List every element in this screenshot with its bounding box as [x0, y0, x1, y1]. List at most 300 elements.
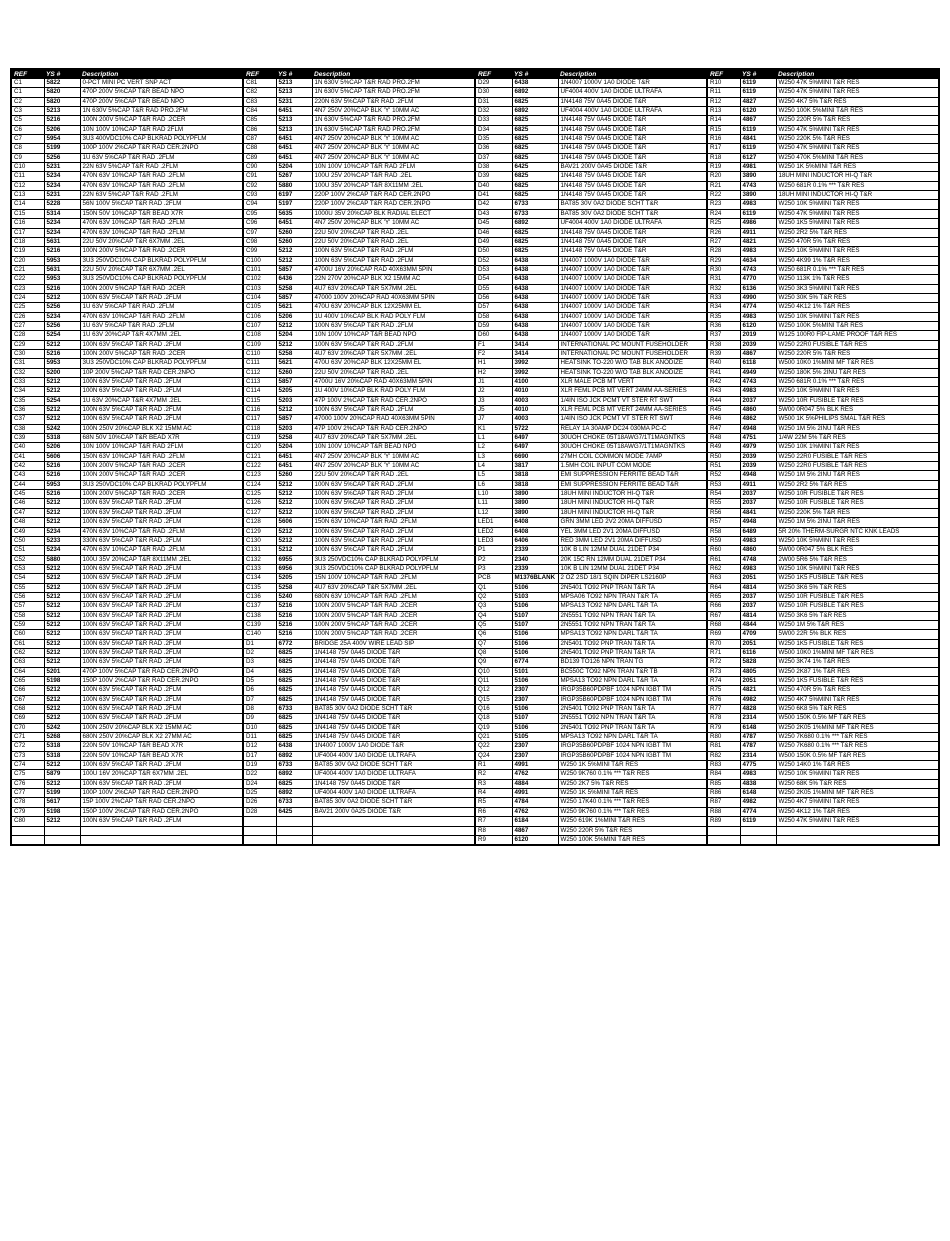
ys-cell: 6825	[512, 125, 558, 134]
ref-cell: C41	[11, 452, 44, 461]
description-cell: 680N 250V 20%CAP BLK X2 27MM AC	[80, 733, 243, 742]
ys-cell: 3818	[512, 471, 558, 480]
ys-cell: 6497	[512, 443, 558, 452]
ref-cell: C37	[11, 415, 44, 424]
ref-cell: C114	[243, 387, 276, 396]
ref-cell: R69	[707, 630, 740, 639]
description-cell: W250 1K 5%MINI T&R RES	[776, 163, 939, 172]
description-cell: 1N4148 75V 0A45 DIODE T&R	[558, 237, 707, 246]
ref-cell: C3	[11, 107, 44, 116]
ref-cell: C57	[11, 602, 44, 611]
ref-cell: C125	[243, 490, 276, 499]
description-cell: 1.5MH COIL INPUT COM MODE	[558, 462, 707, 471]
ys-cell: 5198	[44, 677, 80, 686]
ref-cell: C94	[243, 200, 276, 209]
ys-cell: 5953	[44, 256, 80, 265]
ys-cell: 5216	[44, 462, 80, 471]
description-cell: 100N 63V 5%CAP T&R RAD .2FLM	[80, 695, 243, 704]
ys-cell: 6825	[276, 695, 312, 704]
ref-cell: C87	[243, 135, 276, 144]
ys-cell: 4748	[740, 555, 776, 564]
ref-cell: R46	[707, 415, 740, 424]
ref-cell: R48	[707, 434, 740, 443]
ref-header: REF	[475, 69, 512, 79]
description-cell: IRGP35B60PDPBF 1024 NPN IGBT TM	[558, 686, 707, 695]
ref-cell: C105	[243, 303, 276, 312]
description-cell: 1U 63V 20%CAP T&R 4X7MM .2EL	[80, 331, 243, 340]
ref-cell: R28	[707, 247, 740, 256]
ys-header: YS #	[740, 69, 776, 79]
ys-cell: 4743	[740, 378, 776, 387]
ys-cell: 5212	[44, 639, 80, 648]
table-row	[11, 209, 939, 218]
ys-cell: 2039	[740, 452, 776, 461]
ref-cell: C6	[11, 125, 44, 134]
ys-cell: 2307	[512, 751, 558, 760]
description-cell: 22N 270V 20%CAP BLK X2 15MM AC	[312, 275, 475, 284]
ref-cell: D4	[243, 667, 276, 676]
description-cell: 100N 63V 5%CAP T&R RAD .2FLM	[80, 340, 243, 349]
ref-cell: C67	[11, 695, 44, 704]
ref-cell: LED2	[475, 527, 512, 536]
ref-cell: D36	[475, 144, 512, 153]
ys-cell: 6116	[740, 648, 776, 657]
ys-cell: 5106	[512, 602, 558, 611]
description-cell: 1N4148 75V 0A45 DIODE T&R	[312, 733, 475, 742]
table-row	[11, 79, 939, 88]
description-cell: 27MH COIL COMMON MODE 7AMP	[558, 452, 707, 461]
ref-cell: L1	[475, 434, 512, 443]
description-cell: 1U 400V 10%CAP BLK RAD POLY FLM	[312, 312, 475, 321]
description-cell: W250 10R FUSIBLE T&R RES	[776, 499, 939, 508]
description-cell: 4700U 16V 20%CAP RAD 40X63MM 5PIN	[312, 378, 475, 387]
ref-cell: C98	[243, 237, 276, 246]
ys-cell: 4983	[740, 312, 776, 321]
ref-cell: D55	[475, 284, 512, 293]
ref-cell: C84	[243, 107, 276, 116]
ys-cell: 2340	[512, 555, 558, 564]
description-cell: 100N 63V 5%CAP T&R RAD .2FLM	[80, 592, 243, 601]
ys-cell: 5216	[276, 620, 312, 629]
description-cell: 100N 63V 5%CAP T&R RAD .2FLM	[80, 583, 243, 592]
ref-cell: D2	[243, 648, 276, 657]
ref-cell: R62	[707, 564, 740, 573]
description-cell: 1N4148 75V 0A45 DIODE T&R	[558, 116, 707, 125]
ref-cell: R89	[707, 817, 740, 826]
description-cell: 100N 63V 5%CAP T&R RAD .2FLM	[80, 658, 243, 667]
ys-cell: 6497	[512, 434, 558, 443]
ref-cell: C118	[243, 424, 276, 433]
ref-cell: R54	[707, 490, 740, 499]
ref-cell: R47	[707, 424, 740, 433]
table-row	[11, 723, 939, 732]
description-cell: W250 4K7 5%MINI T&R RES	[776, 695, 939, 704]
ys-cell: 5212	[44, 564, 80, 573]
ys-cell: 5106	[512, 648, 558, 657]
ref-cell: D25	[243, 789, 276, 798]
ref-cell: C100	[243, 256, 276, 265]
ref-cell: R6	[475, 807, 512, 816]
ys-cell: 4805	[740, 667, 776, 676]
ys-cell: 4949	[740, 368, 776, 377]
ref-cell: D60	[475, 331, 512, 340]
description-cell: 22U 50V 20%CAP T&R RAD .2EL	[312, 237, 475, 246]
table-row	[11, 789, 939, 798]
ref-cell: C122	[243, 462, 276, 471]
ys-cell: 6425	[276, 807, 312, 816]
ref-cell: R33	[707, 293, 740, 302]
ys-cell: 6825	[512, 116, 558, 125]
ys-cell: 6425	[512, 163, 558, 172]
ys-cell: 5216	[44, 349, 80, 358]
ys-cell: 4787	[740, 733, 776, 742]
ys-cell: 5105	[512, 733, 558, 742]
ys-cell: 5216	[276, 611, 312, 620]
description-cell: W250 10K 1%MINI T&R RES	[776, 443, 939, 452]
description-cell: 2W00 5R6 5% T&R RES	[776, 555, 939, 564]
ref-cell: C7	[11, 135, 44, 144]
ref-cell: Q4	[475, 611, 512, 620]
ys-cell: 4979	[740, 443, 776, 452]
ys-cell: 4948	[740, 518, 776, 527]
ref-cell: R22	[707, 191, 740, 200]
ys-cell: 5617	[44, 798, 80, 807]
ys-cell: 5880	[276, 181, 312, 190]
ys-cell: 4003	[512, 396, 558, 405]
ys-cell: 6119	[740, 817, 776, 826]
description-cell: 1/4IN ISO JCK PCMT VT STER RT SWT	[558, 415, 707, 424]
table-row	[11, 107, 939, 116]
table-row	[11, 303, 939, 312]
ys-cell: 2339	[512, 546, 558, 555]
description-cell: 3U3 250VDC10% CAP BLKRAD POLYPFLM	[312, 564, 475, 573]
header-row	[11, 69, 939, 79]
ys-cell: 2051	[740, 677, 776, 686]
ys-cell: 4983	[740, 536, 776, 545]
ys-cell: 5234	[44, 312, 80, 321]
ref-cell: C27	[11, 321, 44, 330]
ref-cell: C130	[243, 536, 276, 545]
table-row	[11, 770, 939, 779]
description-cell: 22U 50V 20%CAP T&R 6X7MM .2EL	[80, 265, 243, 274]
ref-cell: C127	[243, 508, 276, 517]
ref-cell: R1	[475, 761, 512, 770]
ys-cell: 5822	[44, 79, 80, 88]
ref-cell: Q7	[475, 639, 512, 648]
ref-cell: Q16	[475, 705, 512, 714]
description-cell: 10P 200V 5%CAP T&R RAD CER.2NPO	[80, 368, 243, 377]
ys-cell: 3890	[512, 508, 558, 517]
ys-cell: 5234	[44, 527, 80, 536]
table-row	[11, 181, 939, 190]
ys-cell: 5256	[44, 153, 80, 162]
ref-cell: L3	[475, 452, 512, 461]
ys-cell: 4983	[740, 387, 776, 396]
ref-cell: C48	[11, 518, 44, 527]
description-cell: 150N 63V 10%CAP T&R RAD .2FLM	[80, 452, 243, 461]
ys-cell: 4983	[740, 770, 776, 779]
ys-cell: 5212	[276, 508, 312, 517]
ys-cell: 6733	[276, 798, 312, 807]
ref-cell: R49	[707, 443, 740, 452]
description-cell: 2N5401 TO92 PNP TRAN T&R TA	[558, 583, 707, 592]
ys-cell: 6119	[740, 125, 776, 134]
ys-cell: 5212	[44, 602, 80, 611]
ref-cell: R51	[707, 462, 740, 471]
description-cell: GRN 3MM LED 2V2 20MA DIFFUSD	[558, 518, 707, 527]
ys-cell: 6438	[276, 742, 312, 751]
description-cell: 22U 50V 20%CAP T&R RAD .2EL	[312, 228, 475, 237]
ref-cell: Q18	[475, 714, 512, 723]
ys-cell: 5267	[276, 172, 312, 181]
table-row	[11, 284, 939, 293]
description-cell: 100N 200V 5%CAP T&R RAD .2CER	[312, 630, 475, 639]
ys-cell: 4814	[740, 583, 776, 592]
description-cell: W250 470R 5% T&R RES	[776, 686, 939, 695]
description-cell: 30UOH CHOKE 05T18AWG7/1T1MAGNTKS	[558, 434, 707, 443]
ref-cell: C78	[11, 798, 44, 807]
description-cell: 1U 63V 20%CAP T&R 4X7MM .2EL	[80, 396, 243, 405]
ref-cell: C70	[11, 723, 44, 732]
table-row	[11, 648, 939, 657]
ys-cell: 3414	[512, 349, 558, 358]
table-row	[11, 686, 939, 695]
table-row	[11, 312, 939, 321]
description-cell: 1N4148 75V 0A45 DIODE T&R	[558, 172, 707, 181]
table-row	[11, 499, 939, 508]
description-cell: 10N 100V 10%CAP T&R BEAD NPO	[312, 443, 475, 452]
description-cell: W250 2R2 5% T&R RES	[776, 228, 939, 237]
ys-cell: 5260	[276, 471, 312, 480]
ref-cell: C13	[11, 191, 44, 200]
ys-cell: 5212	[44, 415, 80, 424]
ys-cell: 4762	[512, 807, 558, 816]
description-cell: 20K 15C RN 12MM DUAL 21DET P34	[558, 555, 707, 564]
description-cell: 5W00 0R047 5% BLK RES	[776, 406, 939, 415]
table-row	[11, 462, 939, 471]
ys-cell: 2037	[740, 499, 776, 508]
description-cell: 2N5401 TO92 PNP TRAN T&R TA	[558, 648, 707, 657]
ref-cell: C88	[243, 144, 276, 153]
ref-cell: R65	[707, 592, 740, 601]
description-cell: W250 220R 5% T&R RES	[558, 826, 707, 835]
ys-cell: 4983	[740, 200, 776, 209]
ys-cell: 5258	[276, 434, 312, 443]
ref-cell: D8	[243, 705, 276, 714]
ys-cell: 5216	[44, 247, 80, 256]
ys-header: YS #	[44, 69, 80, 79]
ys-cell: 6451	[276, 135, 312, 144]
ys-cell: 5198	[44, 807, 80, 816]
description-cell: 22U 50V 20%CAP T&R RAD .2EL	[312, 471, 475, 480]
ys-cell: 5107	[512, 714, 558, 723]
ref-cell: D22	[243, 770, 276, 779]
ref-cell: R78	[707, 714, 740, 723]
description-cell: UF4004 400V 1A0 DIODE ULTRAFA	[312, 751, 475, 760]
description-cell: 470N 63V 10%CAP T&R RAD .2FLM	[80, 228, 243, 237]
ref-cell: C55	[11, 583, 44, 592]
description-cell: W250 681R 0.1% *** T&R RES	[776, 181, 939, 190]
ys-cell: 4821	[740, 686, 776, 695]
description-cell: W250 7K680 0.1% *** T&R RES	[776, 742, 939, 751]
ys-cell: 5206	[44, 443, 80, 452]
ys-cell: 5820	[44, 97, 80, 106]
ref-cell: D35	[475, 135, 512, 144]
ys-cell: 5240	[276, 592, 312, 601]
description-cell: 100N 63V 5%CAP T&R RAD .2FLM	[80, 817, 243, 826]
ref-cell: C102	[243, 275, 276, 284]
ys-cell: 6148	[740, 789, 776, 798]
table-row	[11, 387, 939, 396]
description-cell: 150P 100V 2%CAP T&R RAD CER.2NPO	[80, 677, 243, 686]
table-row	[11, 480, 939, 489]
ref-cell: L12	[475, 508, 512, 517]
table-row	[11, 135, 939, 144]
ref-cell: C91	[243, 172, 276, 181]
description-cell: W250 47K 5%MINI T&R RES	[776, 79, 939, 88]
description-cell: BAT85 30V 0A2 DIODE SCHT T&R	[312, 705, 475, 714]
ref-cell: R74	[707, 677, 740, 686]
ys-cell: 5213	[276, 88, 312, 97]
ys-cell: 5212	[44, 686, 80, 695]
ref-cell: D49	[475, 237, 512, 246]
description-cell: 0-PCT MINI PC VERT SNP ACT	[80, 79, 243, 88]
ref-cell: C59	[11, 620, 44, 629]
description-cell	[312, 835, 475, 845]
ref-cell: C99	[243, 247, 276, 256]
ys-cell: 5314	[44, 209, 80, 218]
description-cell: 5W00 22R 5% BLK RES	[776, 630, 939, 639]
description-cell: 100N 63V 5%CAP T&R RAD .2FLM	[80, 714, 243, 723]
description-cell: 18UH MINI INDUCTOR HI-Q T&R	[558, 508, 707, 517]
description-cell: 3U3 250VDC10% CAP BLKRAD POLYPFLM	[80, 275, 243, 284]
ys-cell: 3992	[512, 359, 558, 368]
description-cell: 220P 100V 2%CAP T&R RAD CER.2NPO	[312, 191, 475, 200]
ys-cell: 6120	[740, 321, 776, 330]
ys-cell: 5318	[44, 742, 80, 751]
ref-cell: C17	[11, 228, 44, 237]
ys-cell: 3992	[512, 368, 558, 377]
ys-cell: 4860	[740, 546, 776, 555]
description-cell: 100N 63V 5%CAP T&R RAD .2FLM	[80, 499, 243, 508]
ys-cell: 5258	[276, 349, 312, 358]
ys-cell: 6825	[276, 714, 312, 723]
ys-cell: 5857	[276, 293, 312, 302]
ys-cell: 5212	[44, 695, 80, 704]
table-row	[11, 620, 939, 629]
ys-cell: 5234	[44, 172, 80, 181]
description-cell: 1N4148 75V 0A45 DIODE T&R	[558, 153, 707, 162]
ys-cell: 5106	[512, 723, 558, 732]
ref-cell: J5	[475, 406, 512, 415]
ys-cell: 6451	[276, 153, 312, 162]
ys-cell: 6148	[740, 723, 776, 732]
ref-cell: L5	[475, 471, 512, 480]
ys-cell: 2039	[740, 462, 776, 471]
ys-cell: 5205	[276, 574, 312, 583]
ref-cell: R17	[707, 144, 740, 153]
ys-cell: 5234	[44, 219, 80, 228]
ref-header: REF	[707, 69, 740, 79]
ref-cell: C71	[11, 733, 44, 742]
ys-cell: 5216	[44, 116, 80, 125]
ys-cell: 5216	[44, 471, 80, 480]
description-cell: YEL 3MM LED 2V1 20MA DIFFUSD	[558, 527, 707, 536]
description-cell: 100N 63V 5%CAP T&R RAD .2FLM	[80, 518, 243, 527]
ref-cell	[707, 826, 740, 835]
description-cell: 100N 200V 5%CAP T&R RAD .2CER	[312, 620, 475, 629]
description-cell: 470N 63V 10%CAP T&R RAD .2FLM	[80, 172, 243, 181]
description-cell: 100N 250V 20%CAP BLK X2 15MM AC	[80, 723, 243, 732]
description-cell: W250 10R FUSIBLE T&R RES	[776, 490, 939, 499]
ys-cell: 5212	[44, 387, 80, 396]
ys-header: YS #	[512, 69, 558, 79]
ys-cell: 6438	[512, 312, 558, 321]
ref-cell: D17	[243, 751, 276, 760]
ref-cell: R26	[707, 228, 740, 237]
ys-cell: 6892	[276, 770, 312, 779]
ys-cell: 6197	[276, 191, 312, 200]
ys-cell: 4775	[740, 761, 776, 770]
description-cell: 330N 63V 5%CAP T&R RAD .2FLM	[80, 536, 243, 545]
table-row	[11, 742, 939, 751]
description-cell: W250 220R 5% T&R RES	[776, 116, 939, 125]
ys-cell: 6825	[276, 667, 312, 676]
description-cell: 18UH MINI INDUCTOR HI-Q T&R	[558, 490, 707, 499]
ys-cell: 6451	[276, 452, 312, 461]
description-cell: 100N 63V 5%CAP T&R RAD .2FLM	[80, 639, 243, 648]
ys-cell: 6825	[276, 686, 312, 695]
ref-cell: R42	[707, 378, 740, 387]
ys-cell: 4948	[740, 424, 776, 433]
ref-cell: R71	[707, 648, 740, 657]
ys-cell: 6825	[512, 247, 558, 256]
ref-cell: C131	[243, 546, 276, 555]
table-row	[11, 396, 939, 405]
ref-cell: R36	[707, 321, 740, 330]
description-cell: 10N 100V 10%CAP T&R RAD 2FLM	[80, 125, 243, 134]
table-row	[11, 424, 939, 433]
table-row	[11, 667, 939, 676]
description-cell: W250 180K 5% 2INU T&R RES	[776, 368, 939, 377]
ref-cell: C53	[11, 564, 44, 573]
description-cell: 1N4148 75V 0A45 DIODE T&R	[312, 695, 475, 704]
description-cell: 4N7 250V 20%CAP BLK 'Y' 10MM AC	[312, 452, 475, 461]
ys-cell: 6451	[276, 144, 312, 153]
table-row	[11, 817, 939, 826]
ref-cell: Q3	[475, 602, 512, 611]
ys-cell: 4100	[512, 378, 558, 387]
description-cell: W500 150K 0.5% MF T&R RES	[776, 714, 939, 723]
ys-cell: 3890	[740, 172, 776, 181]
ys-cell: 6690	[512, 452, 558, 461]
ref-cell: C21	[11, 265, 44, 274]
description-cell: 100N 63V 5%CAP T&R RAD .2FLM	[80, 564, 243, 573]
ref-cell: R10	[707, 79, 740, 88]
ys-cell: 2314	[740, 714, 776, 723]
ref-cell: R84	[707, 770, 740, 779]
ys-cell: 5621	[276, 303, 312, 312]
ys-cell: 4948	[740, 471, 776, 480]
table-row	[11, 508, 939, 517]
ref-cell: R57	[707, 518, 740, 527]
ref-cell: R8	[475, 826, 512, 835]
table-row	[11, 835, 939, 845]
ys-cell: 5879	[44, 770, 80, 779]
ys-cell: 6825	[276, 723, 312, 732]
description-cell: IRGP35B60PDPBF 1024 NPN IGBT TM	[558, 751, 707, 760]
table-row	[11, 471, 939, 480]
